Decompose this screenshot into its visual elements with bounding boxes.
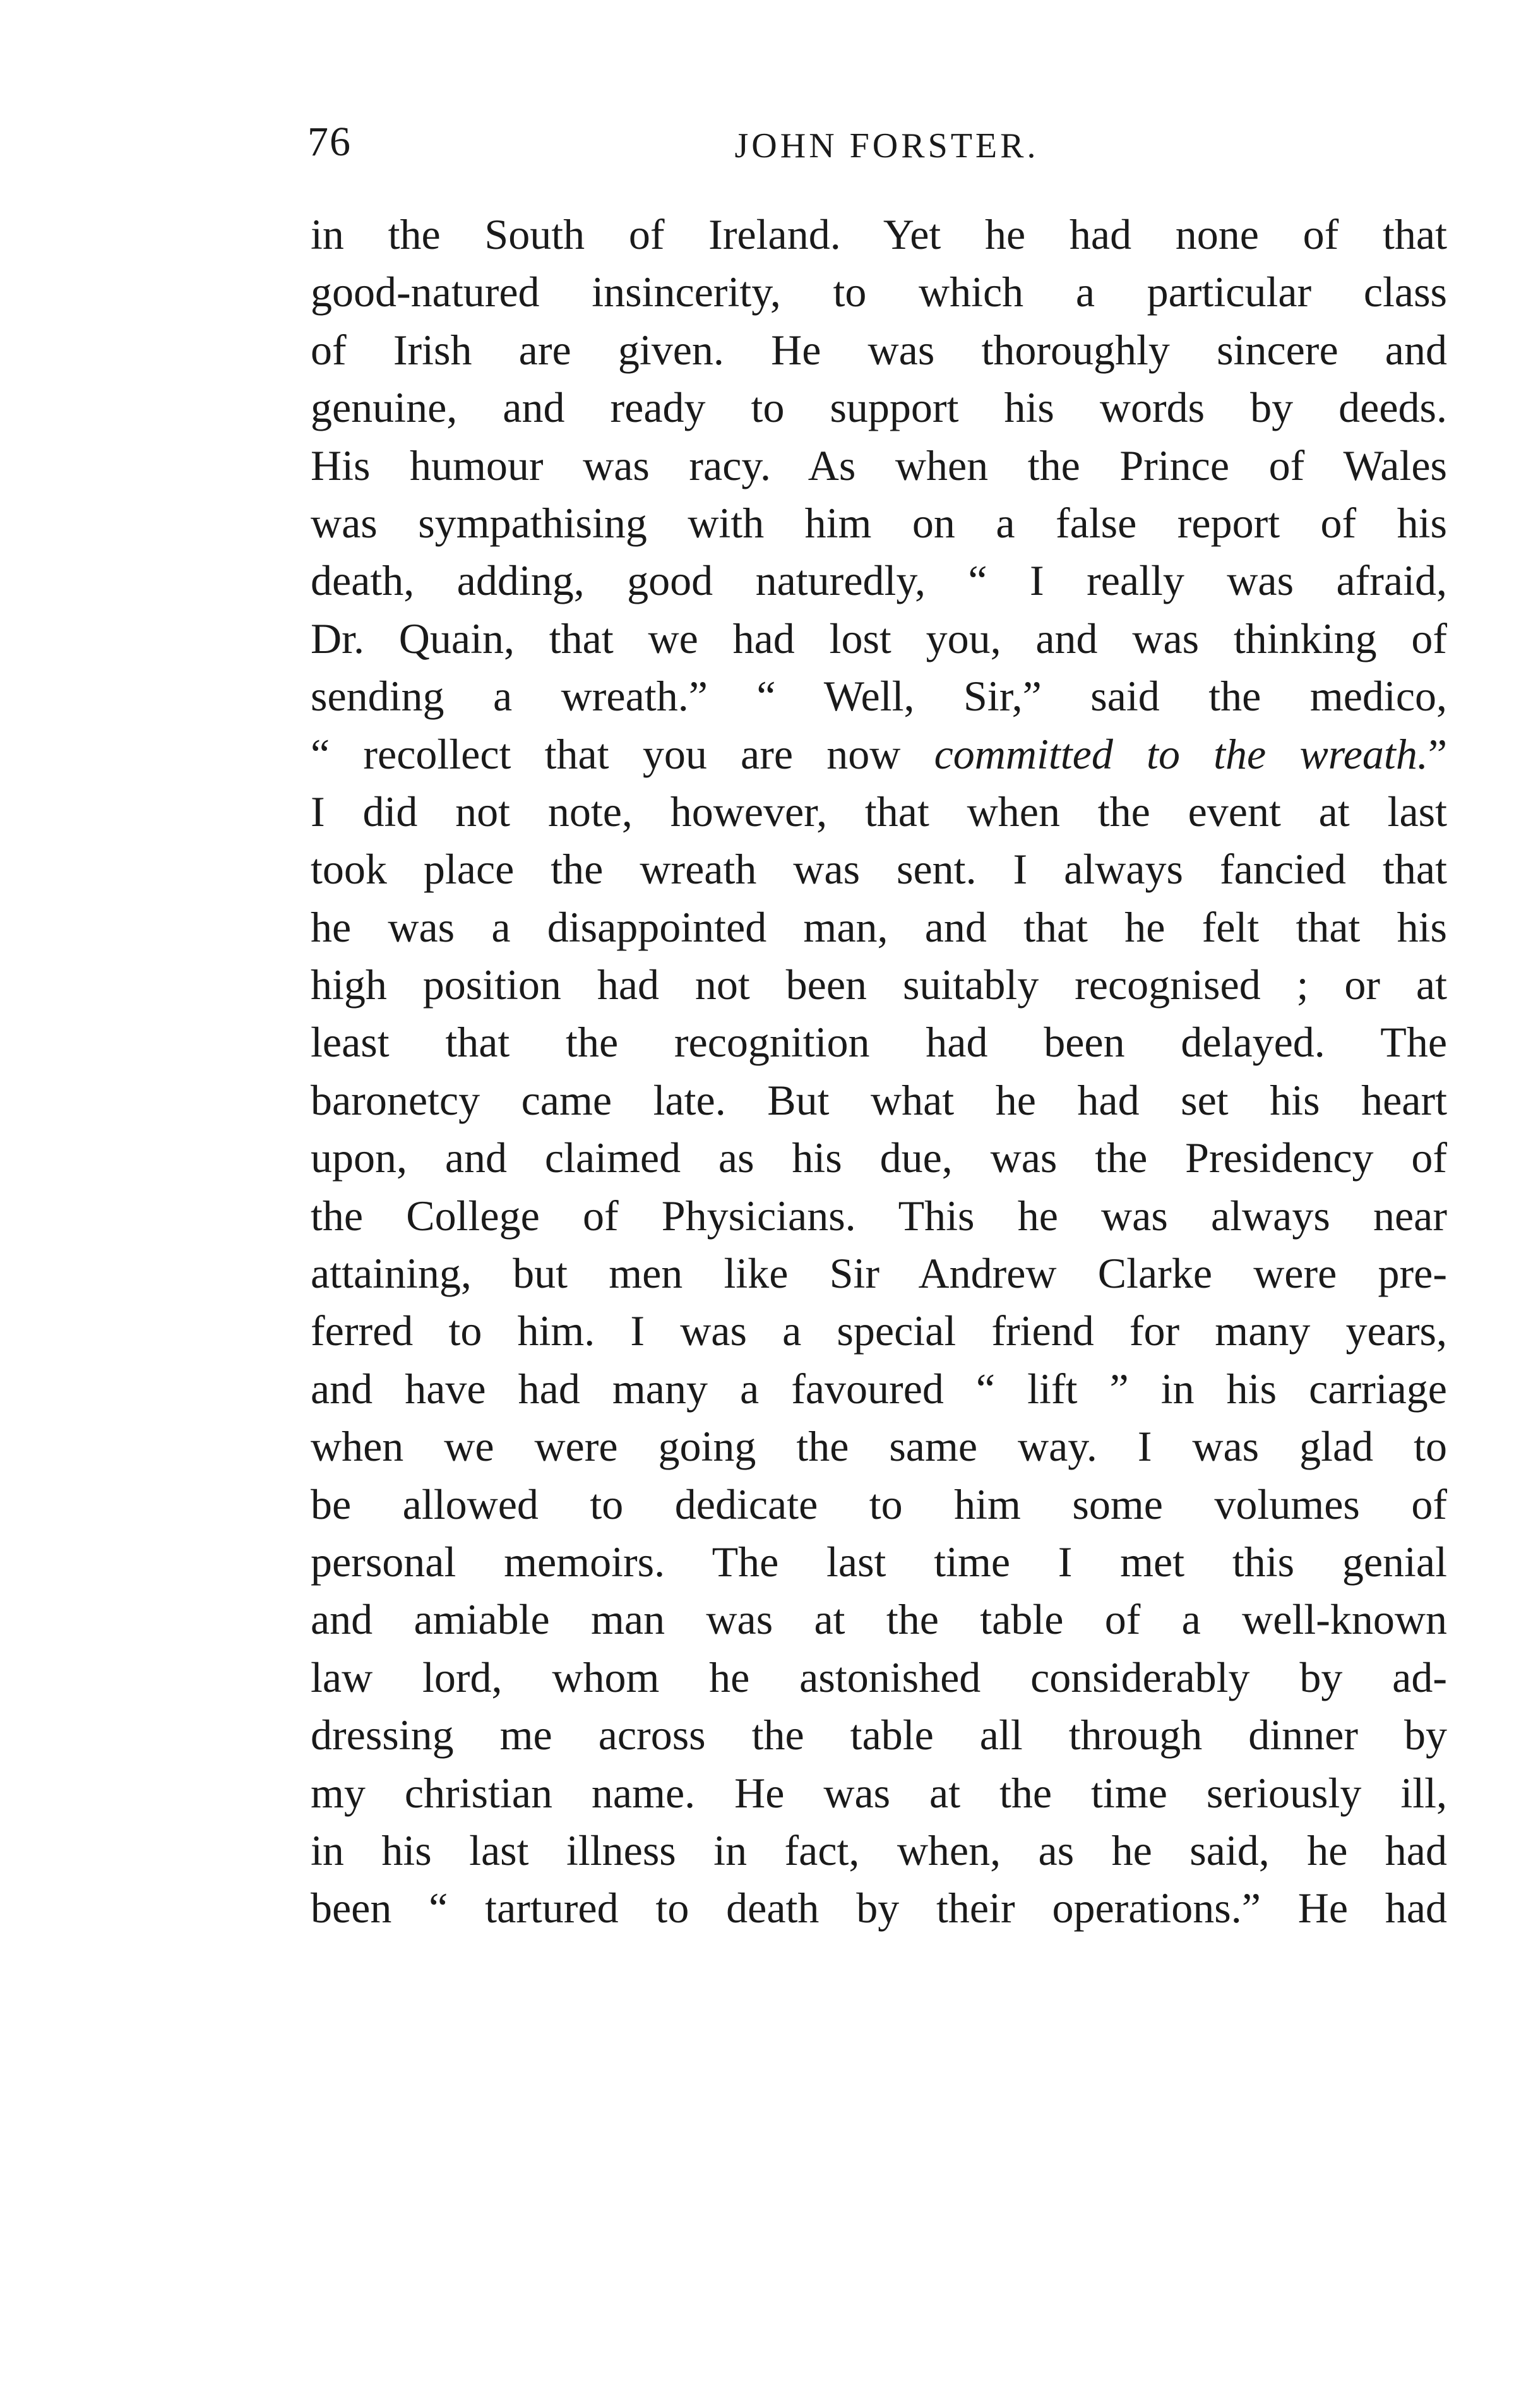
text-line: my christian name. He was at the time seriously ill, (311, 1768, 1447, 1817)
text-line: and have had many a favoured “ lift ” in his carriage (311, 1364, 1447, 1413)
text-line: least that the recognition had been delayed. The (311, 1018, 1447, 1067)
text-line: good-natured insincerity, to which a particular class (311, 268, 1447, 316)
text-line-with-italic (311, 726, 1447, 783)
text-line: when we were going the same way. I was glad to (311, 1422, 1447, 1471)
text-line: attaining, but men like Sir Andrew Clarke were pre- (311, 1249, 1447, 1298)
line-text-after-italic: ” (1428, 729, 1447, 778)
text-line: and amiable man was at the table of a well-known (311, 1595, 1447, 1644)
running-title: JOHN FORSTER. (734, 126, 1039, 165)
text-line: I did not note, however, that when the event at last (311, 787, 1447, 836)
text-line: the College of Physicians. This he was always near (311, 1191, 1447, 1240)
line-text-before-italic: “ recollect that you are now (311, 729, 934, 778)
text-line: in the South of Ireland. Yet he had none of that (311, 210, 1447, 258)
text-line: sending a wreath.” “ Well, Sir,” said the medico, (311, 672, 1447, 721)
text-line: death, adding, good naturedly, “ I really was afraid, (311, 556, 1447, 605)
text-line: personal memoirs. The last time I met this genial (311, 1537, 1447, 1586)
text-line: law lord, whom he astonished considerably by ad- (311, 1653, 1447, 1701)
text-line: was sympathising with him on a false report of his (311, 498, 1447, 547)
text-line: His humour was racy. As when the Prince of Wales (311, 441, 1447, 489)
text-line: be allowed to dedicate to him some volumes of (311, 1480, 1447, 1528)
text-line: high position had not been suitably recognised ; or at (311, 961, 1447, 1009)
text-line: been “ tartured to death by their operations.” He had (311, 1884, 1447, 1932)
body-text (311, 206, 1447, 1938)
text-line: Dr. Quain, that we had lost you, and was thinking of (311, 614, 1447, 662)
text-line: genuine, and ready to support his words by deeds. (311, 383, 1447, 432)
running-head (307, 107, 1441, 177)
text-line: of Irish are given. He was thoroughly sincere and (311, 325, 1447, 374)
text-line: ferred to him. I was a special friend for many years, (311, 1307, 1447, 1355)
text-line: in his last illness in fact, when, as he said, he had (311, 1826, 1447, 1874)
text-line: baronetcy came late. But what he had set his heart (311, 1075, 1447, 1124)
italic-phrase: committed to the wreath. (934, 729, 1428, 778)
text-line: took place the wreath was sent. I always fancied that (311, 845, 1447, 894)
page-number: 76 (307, 119, 352, 165)
text-line: he was a disappointed man, and that he felt that his (311, 902, 1447, 951)
text-line: upon, and claimed as his due, was the Presidency of (311, 1134, 1447, 1182)
text-line: dressing me across the table all through dinner by (311, 1711, 1447, 1759)
